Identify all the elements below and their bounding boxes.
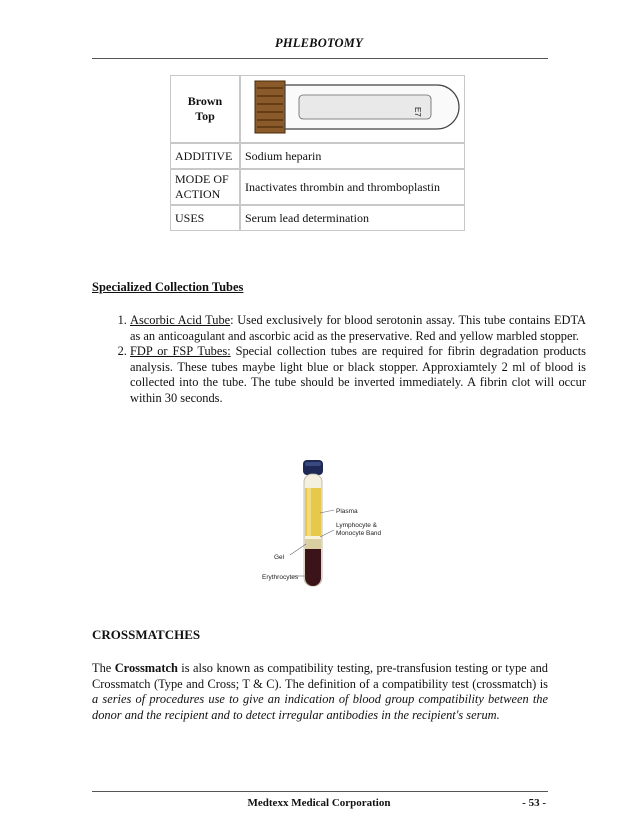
crossmatches-heading: CROSSMATCHES: [92, 627, 201, 642]
crossmatch-term: Crossmatch: [114, 661, 178, 675]
fdp-fsp-tubes-term: FDP or FSP Tubes:: [130, 344, 231, 358]
footer-company: Medtexx Medical Corporation: [247, 797, 391, 809]
specialized-tubes-heading: Specialized Collection Tubes: [92, 280, 244, 294]
fdp-fsp-tubes-text: Special collection tubes are required for fibrin degradation products analysis. These tubes maybe light blue or black stopper. Approxiamtely 2 ml of blood is collected into the tube. The tube should be inverted immediately. A fibrin clot will occur within 30 seconds.: [130, 344, 586, 405]
page-number: - 53 -: [522, 797, 546, 809]
crossmatch-the: The: [92, 661, 115, 675]
mode-of-action-value: Inactivates thrombin and thromboplastin: [240, 169, 465, 205]
lymphocyte-label-line2: Monocyte Band: [336, 530, 382, 537]
mode-label-line1: MODE OF: [175, 172, 229, 186]
ascorbic-acid-tube-text: : Used exclusively for blood serotonin assay. This tube contains EDTA as an anticoagulant and ascorbic acid as the preservative. Red and yellow marbled stopper.: [130, 313, 586, 343]
tube-top-label-line2: Top: [195, 109, 215, 123]
uses-value: Serum lead determination: [240, 205, 465, 231]
separated-blood-tube-figure: [262, 458, 394, 590]
crossmatch-definition-text: is also known as compatibility testing, pre-transfusion testing or type and Crossmatch (Type and Cross; T & C). The definition of a compatibility test (crossmatch) is: [92, 661, 548, 691]
lymphocyte-band: [305, 536, 321, 539]
crossmatch-definition-italic: a series of procedures use to give an indication of blood group compatibility between the donor and the recipient and to detect irregular antibodies in the recipient's serum.: [92, 692, 548, 722]
mode-of-action-row: [170, 169, 465, 205]
tube-illustration-cell: [240, 75, 465, 143]
erythrocytes-layer: [305, 549, 321, 586]
tube-top-label: [170, 75, 240, 143]
erythrocytes-label: Erythrocytes: [262, 574, 299, 581]
tube-row: [170, 75, 465, 143]
mode-label-line2: ACTION: [175, 187, 221, 201]
crossmatch-paragraph: [92, 661, 548, 723]
additive-label: ADDITIVE: [170, 143, 240, 169]
ascorbic-acid-tube-term: Ascorbic Acid Tube: [130, 313, 231, 327]
header-divider: [92, 58, 548, 59]
plasma-label: Plasma: [336, 508, 358, 515]
tube-cap: [255, 81, 285, 133]
tube-print: E7: [413, 107, 422, 117]
uses-row: [170, 205, 465, 231]
specialized-tubes-list: [92, 313, 586, 406]
brown-top-tube-table: [170, 75, 465, 231]
footer-divider: [92, 791, 548, 792]
brown-top-tube-illustration: [241, 76, 463, 138]
uses-label: USES: [170, 205, 240, 231]
list-item: [130, 344, 586, 406]
page-header-title: PHLEBOTOMY: [275, 36, 363, 50]
gel-layer: [305, 539, 321, 549]
lymphocyte-label-line1: Lymphocyte &: [336, 522, 377, 529]
additive-row: [170, 143, 465, 169]
tube-label-area: [299, 95, 431, 119]
list-item: [130, 313, 586, 344]
additive-value: Sodium heparin: [240, 143, 465, 169]
tube-top-label-line1: Brown: [187, 94, 223, 108]
mode-of-action-label: [170, 169, 240, 205]
gel-label: Gel: [274, 554, 285, 561]
